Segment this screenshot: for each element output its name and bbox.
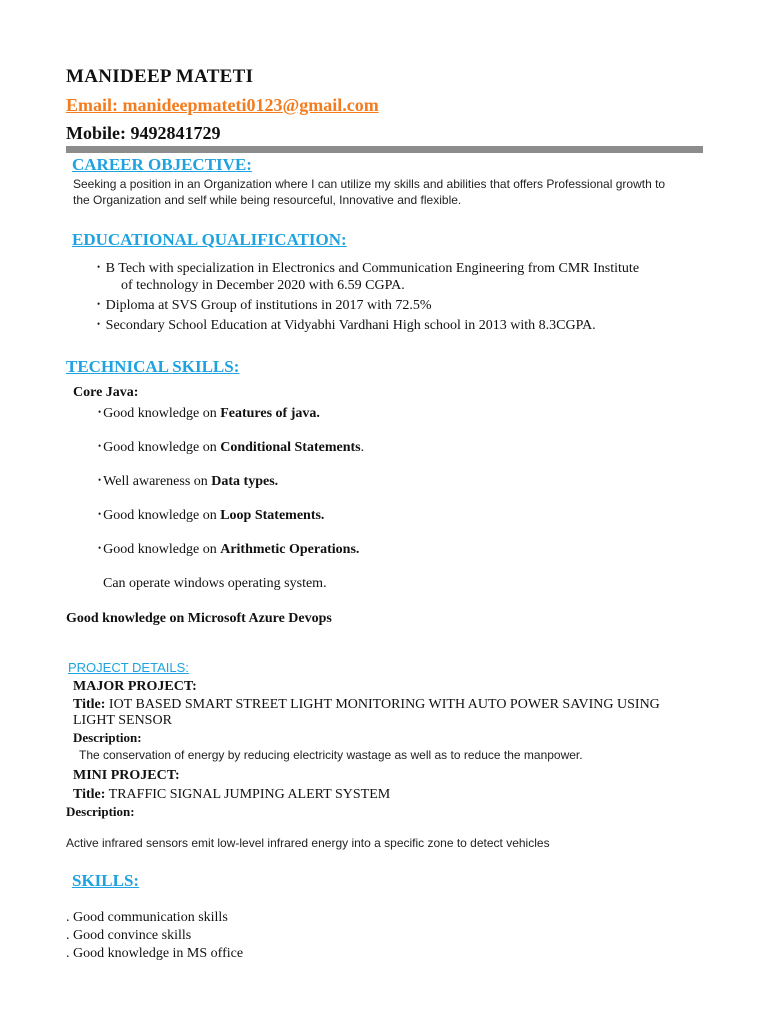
mobile-number: Mobile: 9492841729	[66, 123, 221, 143]
major-project-title-text: IOT BASED SMART STREET LIGHT MONITORING WITH AUTO POWER SAVING USING	[108, 697, 660, 712]
education-item-text: Secondary School Education at Vidyabhi Vardhani High school in 2013 with 8.3CGPA.	[105, 318, 596, 333]
bullet-icon: •	[97, 319, 101, 329]
mini-project-title-text: TRAFFIC SIGNAL JUMPING ALERT SYSTEM	[108, 787, 391, 802]
major-project-label: MAJOR PROJECT:	[73, 679, 197, 694]
tech-skill-item	[98, 474, 278, 490]
title-label: Title:	[73, 697, 106, 712]
mini-description-text: Active infrared sensors emit low-level infrared energy into a specific zone to detect vehicles	[66, 836, 550, 850]
tech-skill-item	[98, 440, 364, 456]
education-item-text: B Tech with specialization in Electronics and Communication Engineering from CMR Institute	[105, 261, 640, 276]
email-link[interactable]: Email: manideepmateti0123@gmail.com	[66, 95, 379, 115]
mini-project-title	[73, 787, 390, 803]
major-project-title	[73, 697, 660, 713]
tech-skill-item	[98, 508, 324, 524]
career-objective-line-1: Seeking a position in an Organization where I can utilize my skills and abilities that offers Professional growth to	[73, 177, 666, 191]
bullet-icon: •	[98, 475, 102, 485]
bullet-icon: •	[98, 543, 102, 553]
mini-description-label: Description:	[66, 804, 135, 819]
bullet-icon: •	[97, 299, 101, 309]
bullet-icon: •	[97, 262, 101, 272]
education-heading: EDUCATIONAL QUALIFICATION:	[72, 230, 347, 249]
project-details-heading: PROJECT DETAILS:	[68, 660, 189, 675]
tech-skill-prefix: Good knowledge on	[103, 542, 221, 557]
tech-skill-bold: Loop Statements.	[220, 508, 325, 523]
candidate-name: MANIDEEP MATETI	[66, 66, 254, 87]
major-description-text: The conservation of energy by reducing electricity wastage as well as to reduce the manpower.	[79, 748, 583, 762]
skill-item: . Good knowledge in MS office	[66, 946, 244, 961]
tech-skill-bold: Features of java.	[220, 406, 320, 421]
education-item	[97, 298, 432, 314]
education-item	[97, 318, 596, 334]
tech-skill-item	[98, 542, 359, 558]
azure-skill: Good knowledge on Microsoft Azure Devops	[66, 611, 332, 626]
major-description-label: Description:	[73, 730, 142, 745]
skill-item: . Good convince skills	[66, 928, 192, 943]
tech-skill-prefix: Good knowledge on	[103, 508, 221, 523]
tech-skill-prefix: Good knowledge on	[103, 440, 221, 455]
skills-heading: SKILLS:	[72, 871, 140, 890]
technical-skills-heading: TECHNICAL SKILLS:	[66, 357, 240, 376]
mini-project-label: MINI PROJECT:	[73, 768, 180, 783]
tech-skill-bold: Conditional Statements	[220, 440, 361, 455]
windows-skill: Can operate windows operating system.	[103, 576, 327, 591]
tech-skill-prefix: Good knowledge on	[103, 406, 221, 421]
bullet-icon: •	[98, 441, 102, 451]
core-java-subheading: Core Java:	[73, 385, 139, 400]
tech-skill-bold: Arithmetic Operations.	[220, 542, 360, 557]
career-objective-heading: CAREER OBJECTIVE:	[72, 155, 252, 174]
tech-skill-prefix: Well awareness on	[103, 474, 212, 489]
skill-item: . Good communication skills	[66, 910, 228, 925]
education-item-text: Diploma at SVS Group of institutions in 2017 with 72.5%	[105, 298, 432, 313]
career-objective-line-2: the Organization and self while being resourceful, Innovative and flexible.	[73, 193, 462, 207]
major-project-title-continuation: LIGHT SENSOR	[73, 713, 172, 728]
bullet-icon: •	[98, 407, 102, 417]
bullet-icon: •	[98, 509, 102, 519]
tech-skill-suffix: .	[360, 440, 365, 455]
education-item-continuation: of technology in December 2020 with 6.59 CGPA.	[121, 278, 405, 293]
tech-skill-bold: Data types.	[211, 474, 279, 489]
education-item	[97, 261, 639, 277]
tech-skill-item	[98, 406, 320, 422]
title-label: Title:	[73, 787, 106, 802]
header-divider	[66, 146, 703, 153]
